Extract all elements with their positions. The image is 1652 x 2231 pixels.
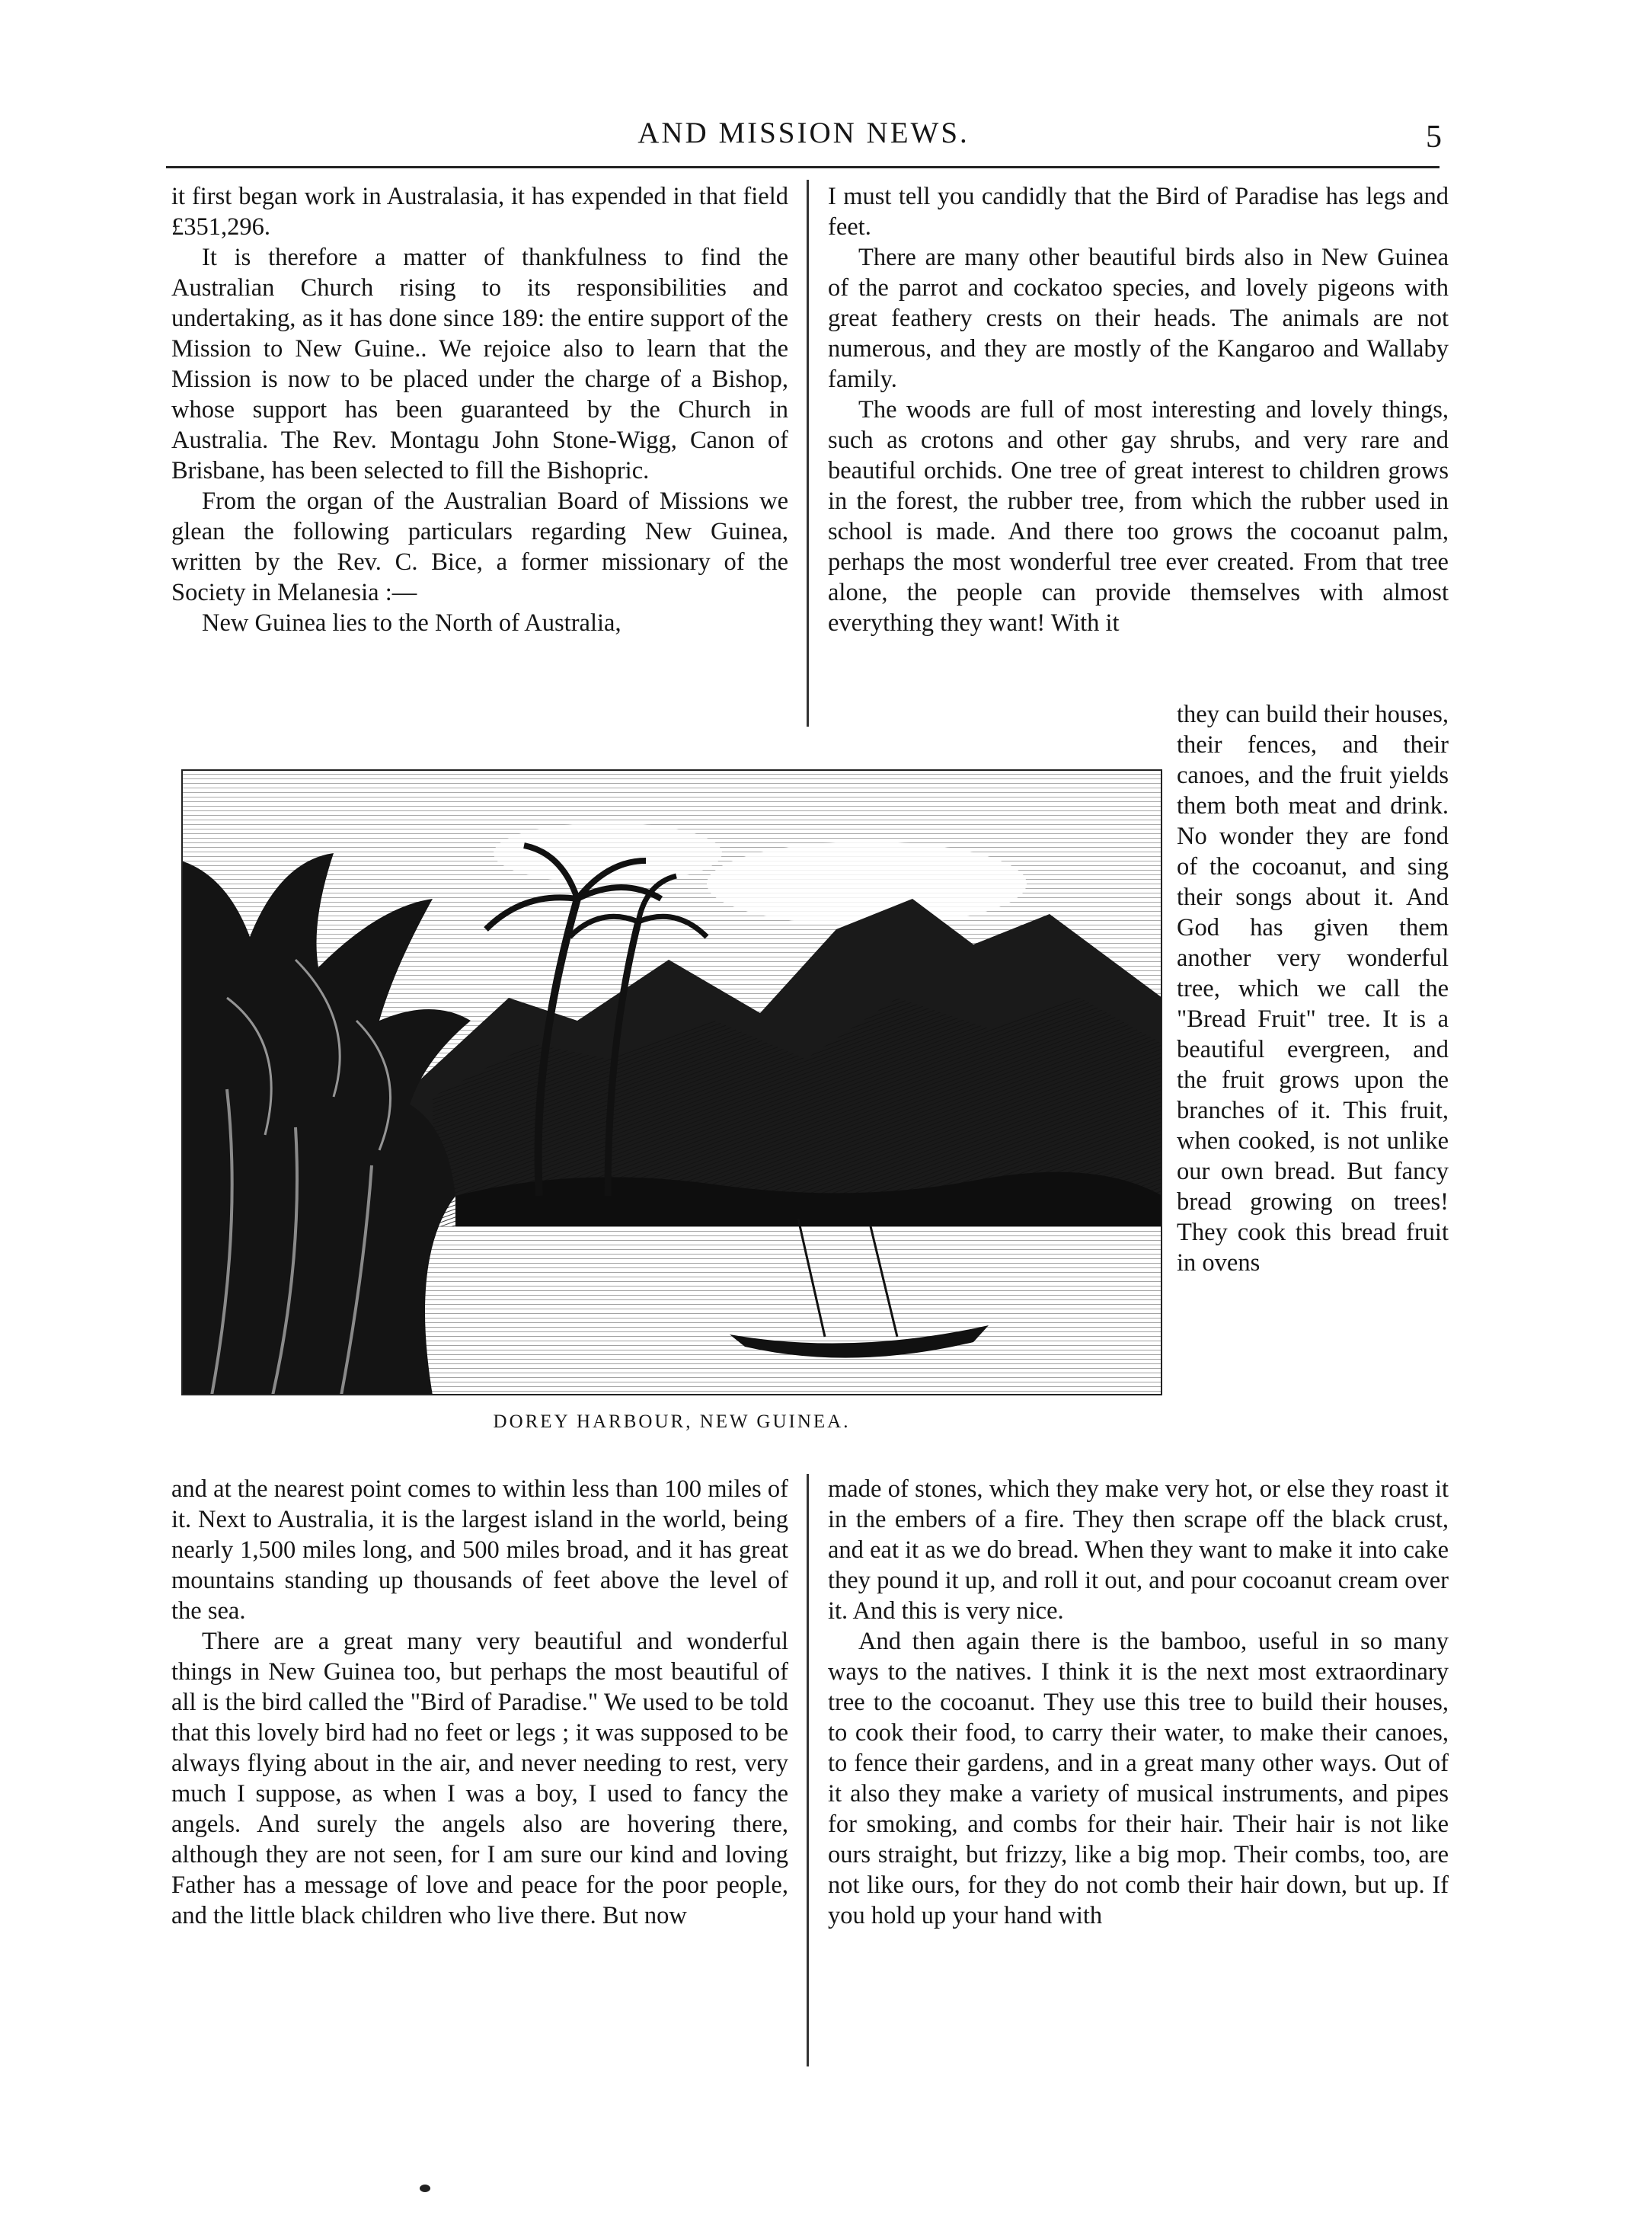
paragraph: I must tell you candidly that the Bird of Paradise has legs and feet.	[828, 183, 1449, 241]
paragraph: and at the nearest point comes to within less than 100 miles of it. Next to Australia, it is the largest island in the world, being nearly 1,500 miles long, and 500 miles broad, and it has great mountains standing up thousands of feet above the level of the sea.	[171, 1475, 788, 1625]
paragraph: New Guinea lies to the North of Australia,	[202, 609, 621, 637]
paragraph: It is therefore a matter of thankfulness to find the Australian Church rising to its responsibilities and undertaking, as it has done since 189: the entire support of the Mission to New Guine.. We rejoice also to learn that the Mission is now to be placed under the charge of a Bishop, whose support has been guaranteed by the Church in Australia. The Rev. Montagu John Stone-Wigg, Canon of Brisbane, has been selected to fill the Bishopric.	[171, 244, 788, 484]
paragraph: it first began work in Australasia, it has expended in that field £351,296.	[171, 183, 788, 241]
column-divider	[807, 180, 809, 727]
paragraph: And then again there is the bamboo, useful in so many ways to the natives. I think it is the next most extraordinary tree to the cocoanut. They use this tree to build their houses, to cook their food, to carry their water, to make their canoes, to fence their gardens, and in a great many other ways. Out of it also they make a variety of musical instruments, and pipes for smoking, and combs for their hair. Their hair is not like ours straight, but frizzy, like a big mop. Their combs, too, are not like ours, for they do not comb their hair down, but up. If you hold up your hand with	[828, 1628, 1449, 1929]
column-bottom-left	[171, 1474, 788, 1931]
column-wrap-text	[1177, 699, 1449, 1278]
illustration-caption: DOREY HARBOUR, NEW GUINEA.	[493, 1411, 851, 1432]
paragraph: There are a great many very beautiful and wonderful things in New Guinea too, but perhaps the most beautiful of all is the bird called the "Bird of Paradise." We used to be told that this lovely bird had no feet or legs ; it was supposed to be always flying about in the air, and never needing to rest, very much I suppose, as when I was a boy, I used to fancy the angels. And surely the angels also are hovering there, although they are not seen, for I am sure our kind and loving Father has a message of love and peace for the poor people, and the little black children who live there. But now	[171, 1628, 788, 1929]
column-divider	[807, 1474, 809, 2066]
paragraph: The woods are full of most interesting and lovely things, such as crotons and other gay shrubs, and very rare and beautiful orchids. One tree of great interest to children grows in the forest, the rubber tree, from which the rubber used in school is made. And there too grows the cocoanut palm, perhaps the most wonderful tree ever created. From that tree alone, the people can provide themselves with almost everything they want! With it	[828, 396, 1449, 637]
page-number: 5	[1426, 120, 1442, 155]
running-title: AND MISSION NEWS.	[637, 117, 970, 149]
dorey-harbour-engraving	[181, 769, 1162, 1395]
paragraph: There are many other beautiful birds also in New Guinea of the parrot and cockatoo species, and lovely pigeons with great feathery crests on their heads. The animals are not numerous, and they are mostly of the Kangaroo and Wallaby family.	[828, 244, 1449, 393]
paragraph: made of stones, which they make very hot, or else they roast it in the embers of a fire. They then scrape off the black crust, and eat it as we do bread. When they want to make it into cake they pound it up, and roll it out, and pour cocoanut cream over it. And this is very nice.	[828, 1475, 1449, 1625]
column-top-left	[171, 181, 788, 638]
header-rule	[166, 166, 1440, 168]
paragraph: they can build their houses, their fences, and their canoes, and the fruit yields them both meat and drink. No wonder they are fond of the cocoanut, and sing their songs about it. And God has given them another very wonderful tree, which we call the "Bread Fruit" tree. It is a beautiful evergreen, and the fruit grows upon the branches of it. This fruit, when cooked, is not unlike our own bread. But fancy bread growing on trees! They cook this bread fruit in ovens	[1177, 701, 1449, 1277]
paragraph: From the organ of the Australian Board of Missions we glean the following particulars regarding New Guinea, written by the Rev. C. Bice, a former missionary of the Society in Melanesia :—	[171, 487, 788, 606]
page-header	[171, 116, 1442, 161]
column-top-right	[828, 181, 1449, 638]
printer-mark	[420, 2185, 430, 2192]
column-bottom-right	[828, 1474, 1449, 1931]
